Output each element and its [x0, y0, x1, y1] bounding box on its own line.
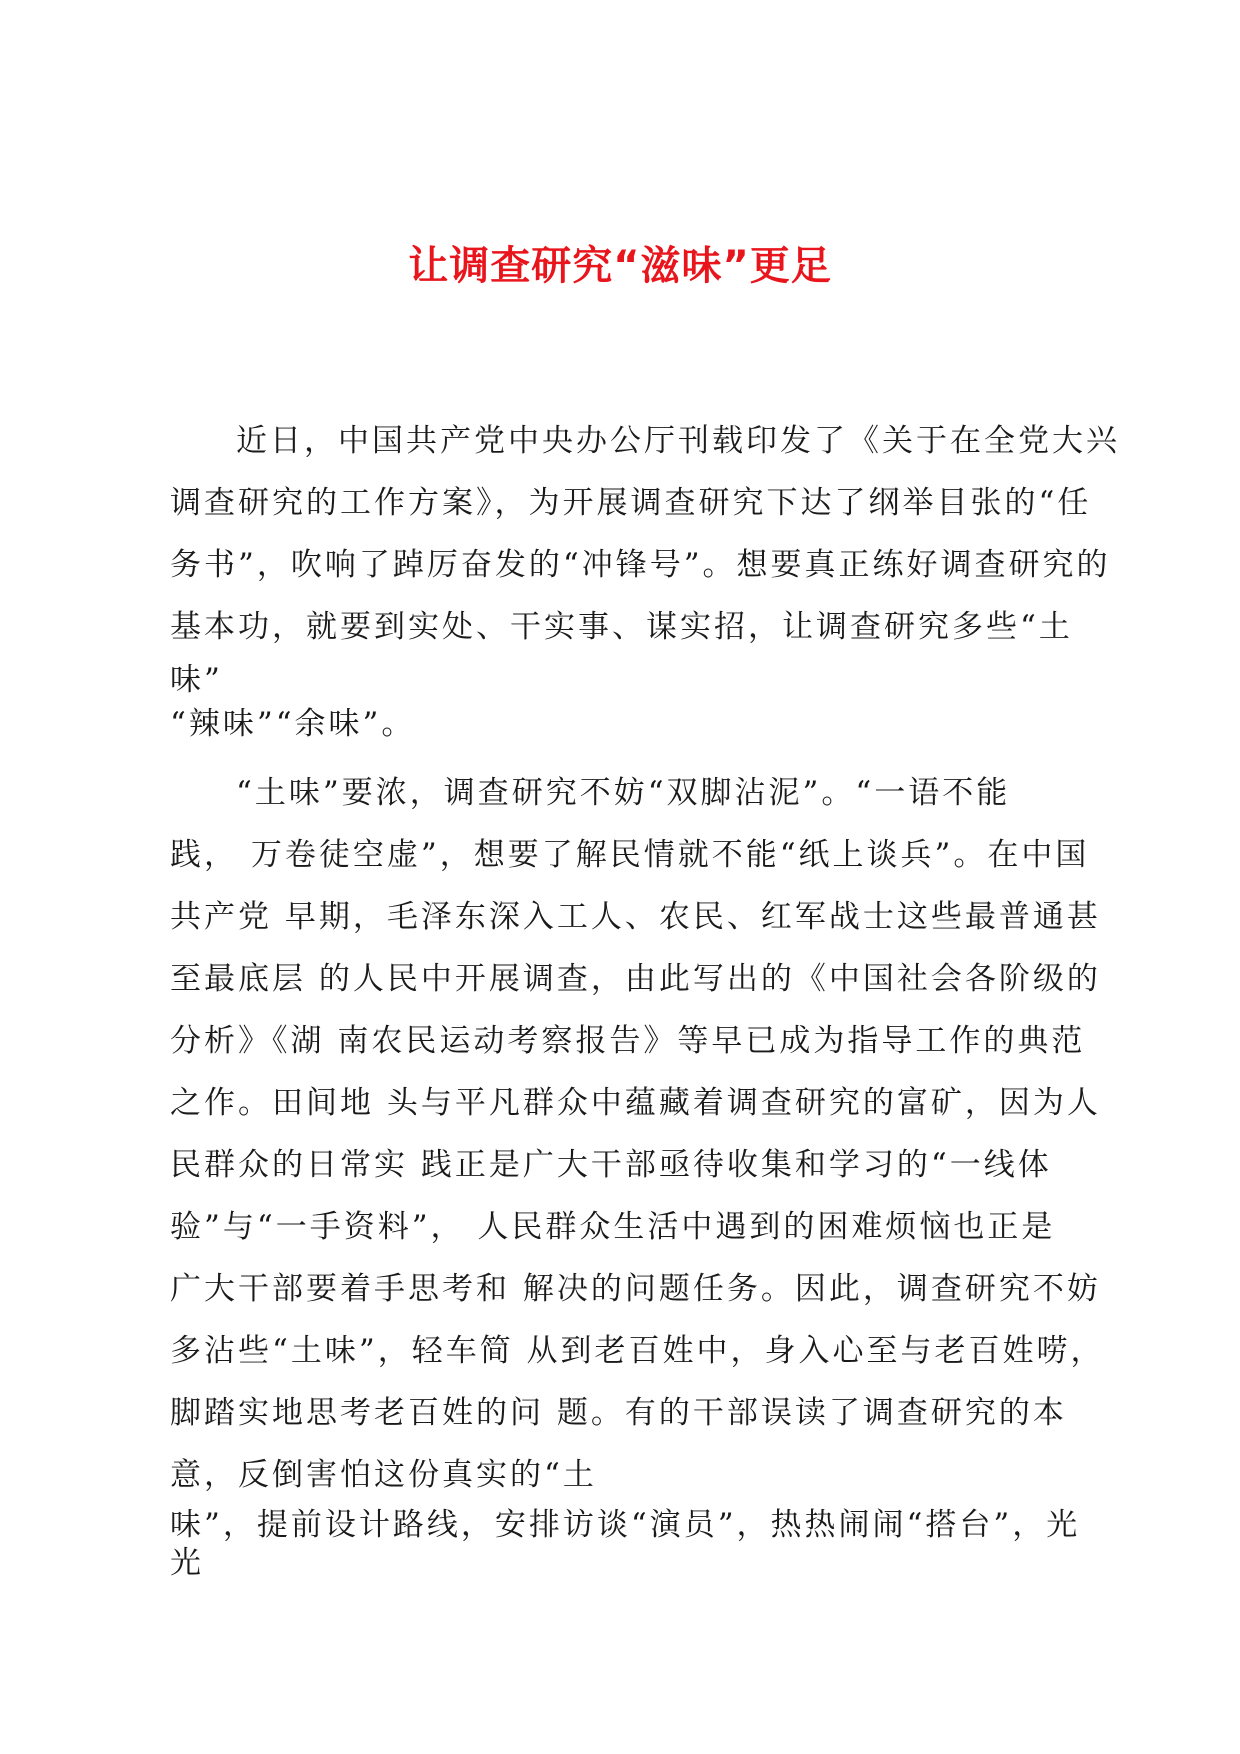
text-line: 共产党 早期，毛泽东深入工人、农民、红军战士这些最普通甚	[170, 899, 1101, 935]
text-line: 调查研究的工作方案》，为开展调查研究下达了纲举目张的“任	[170, 485, 1092, 521]
text-line: 至最底层 的人民中开展调查，由此写出的《中国社会各阶级的	[170, 961, 1101, 997]
text-line: “土味”要浓，调查研究不妨“双脚沾泥”。“一语不能	[236, 775, 1011, 811]
paragraph-2	[170, 762, 1105, 1582]
text-line: 多沾些“土味”，轻车简 从到老百姓中，身入心至与老百姓唠，	[170, 1333, 1105, 1369]
text-line: 味”，提前设计路线，安排访谈“演员”，热热闹闹“搭台”，光	[170, 1507, 1081, 1543]
text-line: 务书”，吹响了踔厉奋发的“冲锋号”。想要真正练好调查研究的	[170, 547, 1111, 583]
text-line: 脚踏实地思考老百姓的问 题。有的干部误读了调查研究的本	[170, 1395, 1067, 1431]
text-line: 光	[170, 1545, 204, 1581]
paragraph-1	[170, 410, 1120, 746]
text-line: “辣味”“余味”。	[170, 706, 416, 742]
text-line: 近日，中国共产党中央办公厅刊载印发了《关于在全党大兴	[236, 423, 1120, 459]
document-title: 让调查研究“滋味”更足	[408, 243, 832, 289]
text-line: 广大干部要着手思考和 解决的问题任务。因此，调查研究不妨	[170, 1271, 1101, 1307]
text-line: 践， 万卷徒空虚”，想要了解民情就不能“纸上谈兵”。在中国	[170, 837, 1090, 873]
text-line: 分析》《湖 南农民运动考察报告》等早已成为指导工作的典范	[170, 1023, 1086, 1059]
text-line: 意，反倒害怕这份真实的“土	[170, 1457, 597, 1493]
text-line: 基本功，就要到实处、干实事、谋实招，让调查研究多些“土	[170, 609, 1073, 645]
text-line: 味”	[170, 662, 223, 698]
text-line: 民群众的日常实 践正是广大干部亟待收集和学习的“一线体	[170, 1147, 1052, 1183]
text-line: 验”与“一手资料”， 人民群众生活中遇到的困难烦恼也正是	[170, 1209, 1056, 1245]
text-line: 之作。田间地 头与平凡群众中蕴藏着调查研究的富矿，因为人	[170, 1085, 1101, 1121]
